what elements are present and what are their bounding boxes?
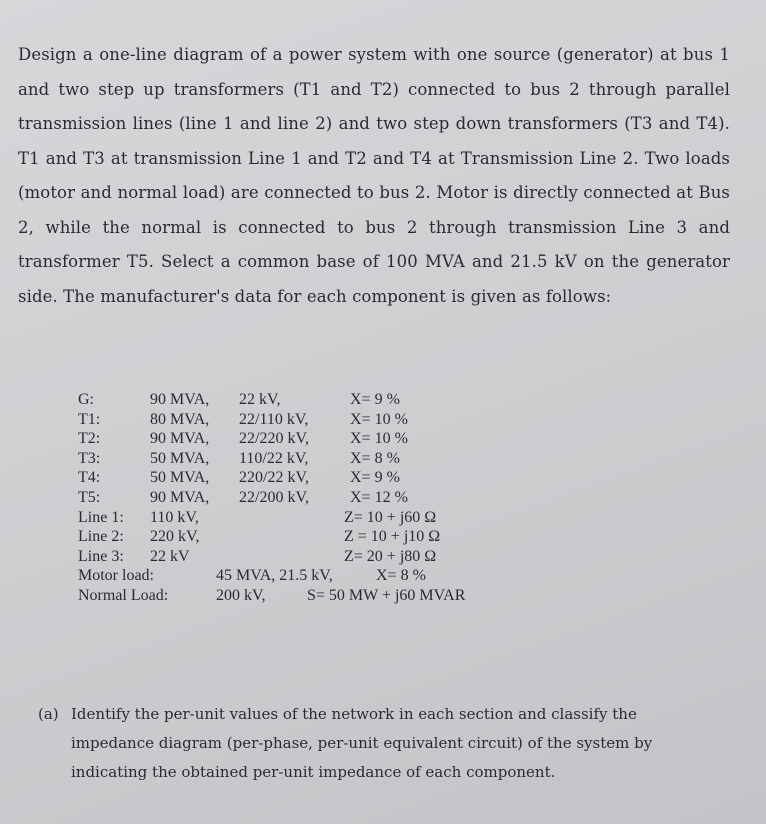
line-impedance: Z = 10 + j10 Ω <box>344 528 441 546</box>
line-label: Line 3: <box>78 547 124 565</box>
question-marker: (a) <box>38 705 59 723</box>
line-impedance: Z= 10 + j60 Ω <box>344 508 437 526</box>
problem-statement: Design a one-line diagram of a power system with one source (generator) at bus 1 and two step up transformers (T1 and T2) connected to bus 2 through parallel transmission lines (line 1 and line 2) and two step down transformers (T3 and T4). T1 and T3 at transmission Line 1 and T2 and T4 at Transmission Line 2. Two loads (motor and normal load) are connected to bus 2. Motor is directly connected at Bus 2, while the normal is connected to bus 2 through transmission Line 3 and transformer T5. Select a common base of 100 MVA and 21.5 kV on the generator side. The manufacturer's data for each component is given as follows: <box>18 45 730 306</box>
question-part-a <box>38 700 688 787</box>
line-voltage: 110 kV, <box>150 508 199 526</box>
component-reactance: X= 8 % <box>350 449 400 467</box>
component-rating: 50 MVA, <box>150 449 210 467</box>
component-rating: 90 MVA, <box>150 391 210 408</box>
line-voltage: 220 kV, <box>150 528 200 546</box>
component-voltage: 22/220 kV, <box>239 430 309 448</box>
load-power: S= 50 MW + j60 MVAR <box>307 586 466 604</box>
component-label: T1: <box>78 410 101 428</box>
component-reactance: X= 10 % <box>350 430 408 448</box>
load-label: Motor load: <box>78 567 154 585</box>
component-label: G: <box>78 391 94 408</box>
line-label: Line 2: <box>78 528 124 546</box>
component-voltage: 110/22 kV, <box>239 449 309 467</box>
component-label: T5: <box>78 488 101 506</box>
load-rating: 45 MVA, 21.5 kV, <box>216 567 333 585</box>
component-voltage: 220/22 kV, <box>239 469 309 487</box>
component-label: T2: <box>78 430 101 448</box>
component-label: T3: <box>78 449 101 467</box>
component-reactance: X= 9 % <box>350 391 400 408</box>
component-rating: 90 MVA, <box>150 430 210 448</box>
component-voltage: 22 kV, <box>239 391 281 408</box>
load-reactance: X= 8 % <box>376 567 426 585</box>
line-impedance: Z= 20 + j80 Ω <box>344 547 437 565</box>
component-reactance: X= 10 % <box>350 410 408 428</box>
component-rating: 80 MVA, <box>150 410 210 428</box>
line-label: Line 1: <box>78 508 124 526</box>
component-voltage: 22/110 kV, <box>239 410 309 428</box>
component-rating: 50 MVA, <box>150 469 210 487</box>
component-rating: 90 MVA, <box>150 488 210 506</box>
component-label: T4: <box>78 469 101 487</box>
component-voltage: 22/200 kV, <box>239 488 309 506</box>
load-voltage: 200 kV, <box>216 586 266 604</box>
line-voltage: 22 kV <box>150 547 190 565</box>
component-reactance: X= 12 % <box>350 488 408 506</box>
question-text: Identify the per-unit values of the network in each section and classify the impedance diagram (per-phase, per-unit equivalent circuit) of the system by indicating the obtained per-unit impedance of each component. <box>71 705 653 781</box>
load-label: Normal Load: <box>78 586 169 604</box>
component-reactance: X= 9 % <box>350 469 400 487</box>
